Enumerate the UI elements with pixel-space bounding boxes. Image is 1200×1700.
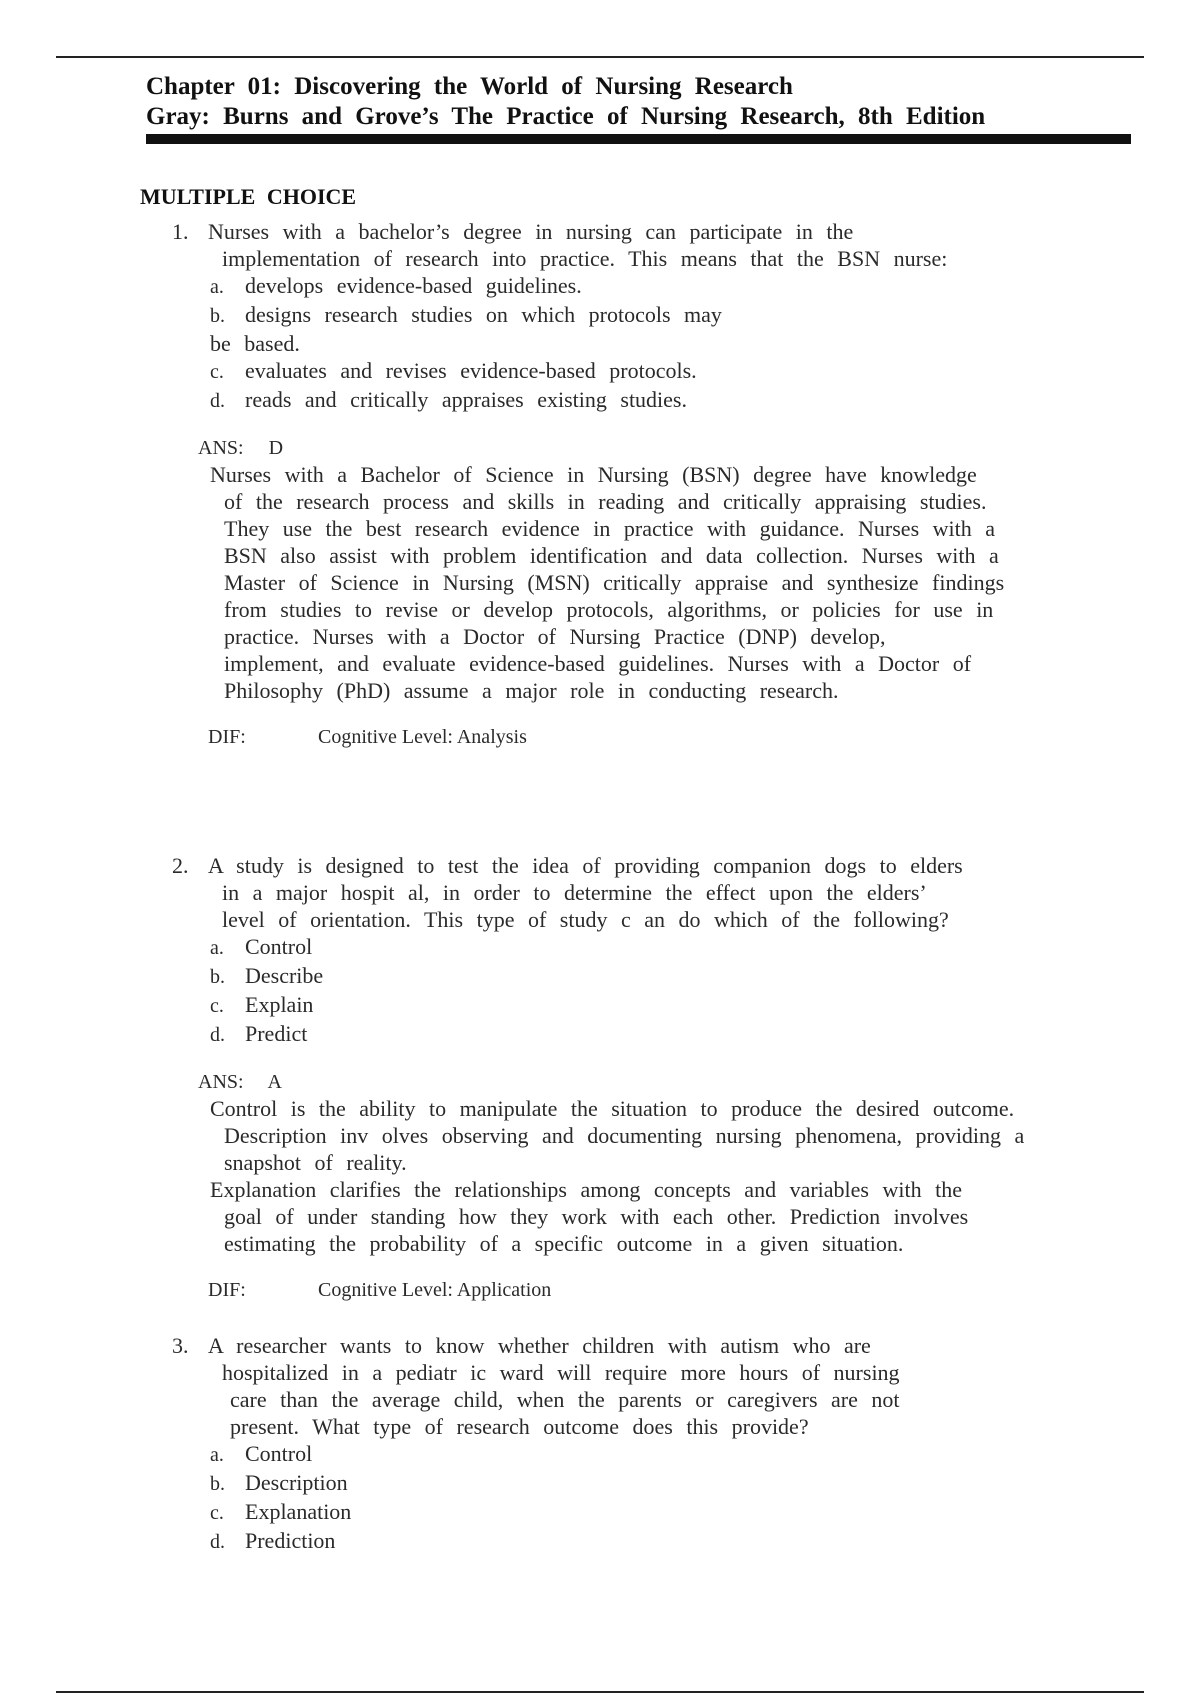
top-rule xyxy=(56,56,1144,58)
option-b: b. Describe xyxy=(210,963,324,988)
option-b: b. designs research studies on which protocols may xyxy=(210,302,722,327)
option-d: d. reads and critically appraises existing studies. xyxy=(210,387,687,412)
header-bar xyxy=(146,134,1131,144)
rationale-line: of the research process and skills in reading and critically appraising studies. xyxy=(224,489,987,514)
option-d: d. Predict xyxy=(210,1021,308,1046)
section-heading: MULTIPLE CHOICE xyxy=(140,184,357,209)
rationale-line: Philosophy (PhD) assume a major role in conducting research. xyxy=(224,678,839,703)
question-3 xyxy=(172,1332,1162,1556)
difficulty: DIF: Cognitive Level: Analysis xyxy=(208,726,527,748)
option-d: d. Prediction xyxy=(210,1528,336,1553)
answer-block xyxy=(198,435,1162,704)
answer-line: ANS: D xyxy=(198,437,284,459)
question-stem-line: level of orientation. This type of study c an do which of the following? xyxy=(222,907,949,932)
question-stem-line: implementation of research into practice. This means that the BSN nurse: xyxy=(222,246,948,271)
rationale-line: goal of under standing how they work with each other. Prediction involves xyxy=(224,1204,969,1229)
option-b: b. Description xyxy=(210,1470,348,1495)
rationale-line: BSN also assist with problem identification and data collection. Nurses with a xyxy=(224,543,999,568)
answer-value: D xyxy=(268,437,284,459)
book-title: Gray: Burns and Grove’s The Practice of Nursing Research, 8th Edition xyxy=(146,103,986,130)
rationale-line: implement, and evaluate evidence-based guidelines. Nurses with a Doctor of xyxy=(224,651,972,676)
rationale-line: Description inv olves observing and documenting nursing phenomena, providing a xyxy=(224,1123,1025,1148)
question-1 xyxy=(172,218,1162,750)
option-a: a. Control xyxy=(210,934,313,959)
option-c: c. evaluates and revises evidence-based protocols. xyxy=(210,358,697,383)
question-stem-line: in a major hospit al, in order to determine the effect upon the elders’ xyxy=(222,880,927,905)
option-c: c. Explanation xyxy=(210,1499,352,1524)
question-stem-line: present. What type of research outcome does this provide? xyxy=(230,1414,809,1439)
option-c: c. Explain xyxy=(210,992,314,1017)
rationale-line: snapshot of reality. xyxy=(224,1150,407,1175)
question-stem-line: 3. A researcher wants to know whether children with autism who are xyxy=(172,1333,871,1358)
rationale-line: practice. Nurses with a Doctor of Nursing Practice (DNP) develop, xyxy=(224,624,886,649)
rationale-line: Master of Science in Nursing (MSN) critically appraise and synthesize findings xyxy=(224,570,1005,595)
rationale-line: They use the best research evidence in practice with guidance. Nurses with a xyxy=(224,516,996,541)
option-b-continued: be based. xyxy=(210,331,300,356)
question-2 xyxy=(172,852,1162,1303)
difficulty: DIF: Cognitive Level: Application xyxy=(208,1279,552,1301)
answer-line: ANS: A xyxy=(198,1071,282,1093)
question-number: 2. xyxy=(172,853,189,878)
question-stem-line: 2. A study is designed to test the idea of providing companion dogs to elders xyxy=(172,853,963,878)
option-a: a. Control xyxy=(210,1441,313,1466)
bottom-rule xyxy=(56,1691,1144,1693)
rationale-line: Nurses with a Bachelor of Science in Nursing (BSN) degree have knowledge xyxy=(210,462,977,487)
option-a: a. develops evidence-based guidelines. xyxy=(210,273,582,298)
answer-block xyxy=(198,1069,1162,1257)
rationale-line: Explanation clarifies the relationships among concepts and variables with the xyxy=(210,1177,962,1202)
question-number: 3. xyxy=(172,1333,189,1358)
rationale-line: from studies to revise or develop protocols, algorithms, or policies for use in xyxy=(224,597,994,622)
question-number: 1. xyxy=(172,219,189,244)
chapter-header xyxy=(146,72,1131,144)
question-stem-line: 1. Nurses with a bachelor’s degree in nursing can participate in the xyxy=(172,219,854,244)
rationale-line: estimating the probability of a specific outcome in a given situation. xyxy=(224,1231,904,1256)
question-stem-line: care than the average child, when the parents or caregivers are not xyxy=(230,1387,900,1412)
answer-value: A xyxy=(267,1071,282,1093)
question-stem-line: hospitalized in a pediatr ic ward will require more hours of nursing xyxy=(222,1360,900,1385)
rationale-line: Control is the ability to manipulate the situation to produce the desired outcome. xyxy=(210,1096,1015,1121)
chapter-title: Chapter 01: Discovering the World of Nursing Research xyxy=(146,73,793,100)
